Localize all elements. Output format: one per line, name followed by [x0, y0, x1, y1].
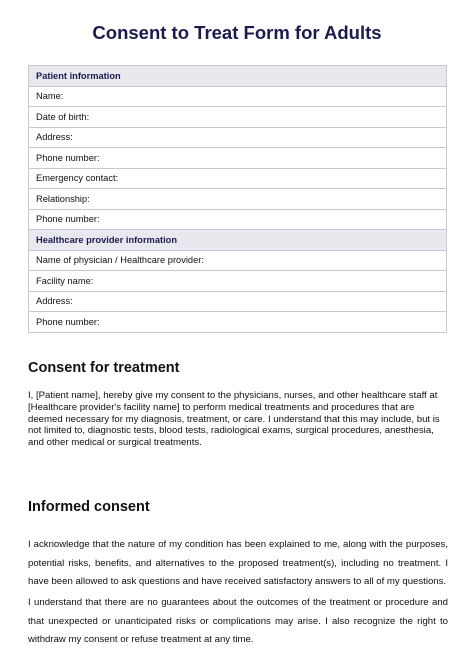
informed-consent-heading: Informed consent	[28, 499, 150, 515]
table-row[interactable]	[29, 148, 447, 169]
table-row[interactable]	[29, 86, 447, 107]
table-row[interactable]	[29, 107, 447, 128]
informed-consent-paragraph-1: I acknowledge that the nature of my condition has been explained to me, along with the purposes, potential risks, benefits, and alternatives to the proposed treatment(s), including no treatment. I have been allowed to ask questions and have received satisfactory answers to all of my questions.	[28, 539, 448, 588]
emergency-contact-field[interactable]: Emergency contact:	[29, 168, 447, 189]
table-row[interactable]	[29, 189, 447, 210]
table-row[interactable]	[29, 312, 447, 333]
table-row[interactable]	[29, 250, 447, 271]
facility-name-field[interactable]: Facility name:	[29, 271, 447, 292]
patient-dob-field[interactable]: Date of birth:	[29, 107, 447, 128]
consent-treatment-text: I, [Patient name], hereby give my consent to the physicians, nurses, and other healthcare staff at [Healthcare provider's facility name] to perform medical treatments and procedures that are deemed necessary for my diagnosis, treatment, or care. I understand that this may include, but is not limited to, diagnostic tests, blood tests, radiological exams, surgical procedures, anesthesia, and other medical or surgical treatments.	[28, 390, 440, 449]
page-title: Consent to Treat Form for Adults	[92, 22, 382, 43]
relationship-field[interactable]: Relationship:	[29, 189, 447, 210]
consent-treatment-heading: Consent for treatment	[28, 360, 180, 376]
informed-consent-paragraph-2: I understand that there are no guarantees about the outcomes of the treatment or procedure and that unexpected or unanticipated risks or complications may arise. I also recognize the right to withdraw my consent or refuse treatment at any time.	[28, 597, 448, 646]
information-table	[28, 65, 447, 333]
patient-phone-field[interactable]: Phone number:	[29, 148, 447, 169]
table-row[interactable]	[29, 127, 447, 148]
table-row[interactable]	[29, 271, 447, 292]
table-row[interactable]	[29, 291, 447, 312]
patient-address-field[interactable]: Address:	[29, 127, 447, 148]
table-row[interactable]	[29, 209, 447, 230]
emergency-phone-field[interactable]: Phone number:	[29, 209, 447, 230]
patient-section-header: Patient information	[29, 66, 447, 87]
table-row[interactable]	[29, 168, 447, 189]
provider-section-header-row	[29, 230, 447, 251]
provider-phone-field[interactable]: Phone number:	[29, 312, 447, 333]
provider-section-header: Healthcare provider information	[29, 230, 447, 251]
patient-section-header-row	[29, 66, 447, 87]
provider-address-field[interactable]: Address:	[29, 291, 447, 312]
patient-name-field[interactable]: Name:	[29, 86, 447, 107]
physician-name-field[interactable]: Name of physician / Healthcare provider:	[29, 250, 447, 271]
